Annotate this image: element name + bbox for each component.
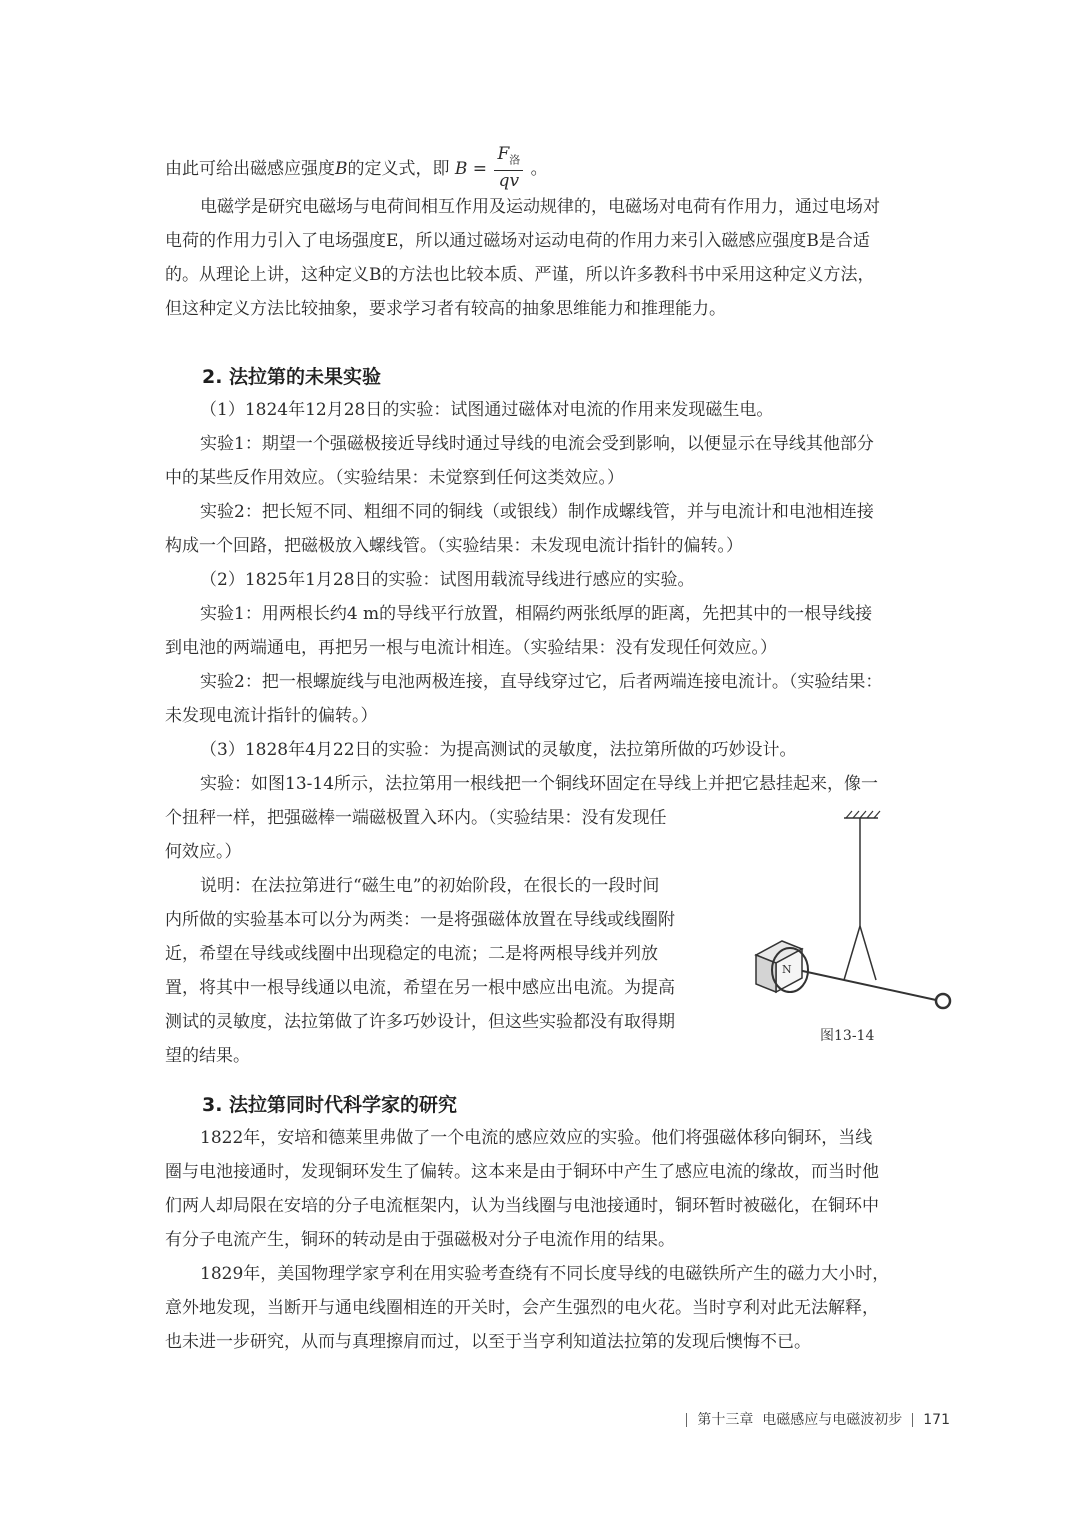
section2-line: 说明：在法拉第进行“磁生电”的初始阶段，在很长的一段时间 xyxy=(200,876,660,896)
section3-line: 1829年，美国物理学家亨利在用实验考查绕有不同长度导线的电磁铁所产生的磁力大小时， xyxy=(200,1264,890,1284)
section2-line: 实验1：用两根长约4 m的导线平行放置，相隔约两张纸厚的距离，先把其中的一根导线接 xyxy=(200,604,873,624)
section2-line: 实验2：把长短不同、粗细不同的铜线（或银线）制作成螺线管，并与电流计和电池相连接 xyxy=(200,502,874,522)
footer-chapter-title: 电磁感应与电磁波初步 xyxy=(762,1412,903,1428)
formula-numerator-subscript: 洛 xyxy=(509,153,521,167)
formula-numerator-symbol: F xyxy=(497,144,510,164)
ceiling-hatch xyxy=(846,811,880,818)
section3-line: 们两人却局限在安培的分子电流框架内，认为当线圈与电池接通时，铜环暂时被磁化，在铜环中 xyxy=(165,1196,879,1216)
intro-definition-line xyxy=(165,146,548,193)
section2-line: 何效应。） xyxy=(165,842,242,862)
figure-13-14 xyxy=(752,808,962,1018)
page-footer xyxy=(676,1409,950,1429)
section2-line: 实验1：期望一个强磁极接近导线时通过导线的电流会受到影响，以便显示在导线其他部分 xyxy=(200,434,874,454)
footer-divider xyxy=(912,1413,913,1427)
intro-period: 。 xyxy=(530,159,548,180)
section2-line: 未发现电流计指针的偏转。） xyxy=(165,706,378,726)
section2-line: （2）1825年1月28日的实验：试图用载流导线进行感应的实验。 xyxy=(200,570,695,590)
section2-heading: 2. 法拉第的未果实验 xyxy=(202,366,382,388)
harness-right xyxy=(860,926,876,980)
footer-chapter: 第十三章 xyxy=(697,1412,754,1428)
intro-text: 由此可给出磁感应强度 xyxy=(165,159,335,180)
section2-line: （1）1824年12月28日的实验：试图通过磁体对电流的作用来发现磁生电。 xyxy=(200,400,774,420)
formula-denominator: qv xyxy=(498,171,520,192)
footer-divider xyxy=(686,1413,687,1427)
magnet-pole-label: N xyxy=(782,963,792,976)
section2-line: 内所做的实验基本可以分为两类：一是将强磁体放置在导线或线圈附 xyxy=(165,910,675,930)
formula-fraction xyxy=(494,144,523,191)
section2-line: 望的结果。 xyxy=(165,1046,250,1066)
wire-beam xyxy=(798,970,936,1000)
section2-line: 到电池的两端通电，再把另一根与电流计相连。（实验结果：没有发现任何效应。） xyxy=(165,638,777,658)
harness-left xyxy=(844,926,860,980)
section3-line: 也未进一步研究，从而与真理擦肩而过，以至于当亨利知道法拉第的发现后懊悔不已。 xyxy=(165,1332,811,1352)
section3-line: 圈与电池接通时，发现铜环发生了偏转。这本来是由于铜环中产生了感应电流的缘故，而当时他 xyxy=(165,1162,879,1182)
section2-line: 测试的灵敏度，法拉第做了许多巧妙设计，但这些实验都没有取得期 xyxy=(165,1012,675,1032)
intro-text-mid: 的定义式，即 xyxy=(347,159,450,180)
section2-line: 构成一个回路，把磁极放入螺线管。（实验结果：未发现电流计指针的偏转。） xyxy=(165,536,743,556)
intro-symbol-b: B xyxy=(335,159,348,180)
section2-line: 置，将其中一根导线通以电流，希望在另一根中感应出电流。为提高 xyxy=(165,978,675,998)
section2-line: 近，希望在导线或线圈中出现稳定的电流；二是将两根导线并列放 xyxy=(165,944,658,964)
section2-line: 实验：如图13-14所示，法拉第用一根线把一个铜线环固定在导线上并把它悬挂起来，像一 xyxy=(200,774,879,794)
para1-line: 但这种定义方法比较抽象，要求学习者有较高的抽象思维能力和推理能力。 xyxy=(165,299,726,319)
section2-line: 实验2：把一根螺旋线与电池两极连接，直导线穿过它，后者两端连接电流计。（实验结果： xyxy=(200,672,883,692)
section3-heading: 3. 法拉第同时代科学家的研究 xyxy=(202,1094,458,1116)
para1-line: 电磁学是研究电磁场与电荷间相互作用及运动规律的，电磁场对电荷有作用力，通过电场对 xyxy=(200,197,880,217)
page-number: 171 xyxy=(923,1412,950,1428)
section3-line: 意外地发现，当断开与通电线圈相连的开关时，会产生强烈的电火花。当时亨利对此无法解释， xyxy=(165,1298,879,1318)
section3-line: 有分子电流产生，铜环的转动是由于强磁极对分子电流作用的结果。 xyxy=(165,1230,675,1250)
formula-lhs: B = xyxy=(454,159,488,180)
section2-line: 个扭秤一样，把强磁棒一端磁极置入环内。（实验结果：没有发现任 xyxy=(165,808,667,828)
counterweight-ring xyxy=(936,994,950,1008)
para1-line: 的。从理论上讲，这种定义B的方法也比较本质、严谨，所以许多教科书中采用这种定义方法， xyxy=(165,265,875,285)
section2-line: 中的某些反作用效应。（实验结果：未觉察到任何这类效应。） xyxy=(165,468,624,488)
figure-caption: 图13-14 xyxy=(820,1028,875,1044)
section2-line: （3）1828年4月22日的实验：为提高测试的灵敏度，法拉第所做的巧妙设计。 xyxy=(200,740,797,760)
section3-line: 1822年，安培和德莱里弗做了一个电流的感应效应的实验。他们将强磁体移向铜环，当线 xyxy=(200,1128,873,1148)
formula-numerator xyxy=(494,144,523,171)
para1-line: 电荷的作用力引入了电场强度E，所以通过磁场对运动电荷的作用力来引入磁感应强度B是合适 xyxy=(165,231,870,251)
